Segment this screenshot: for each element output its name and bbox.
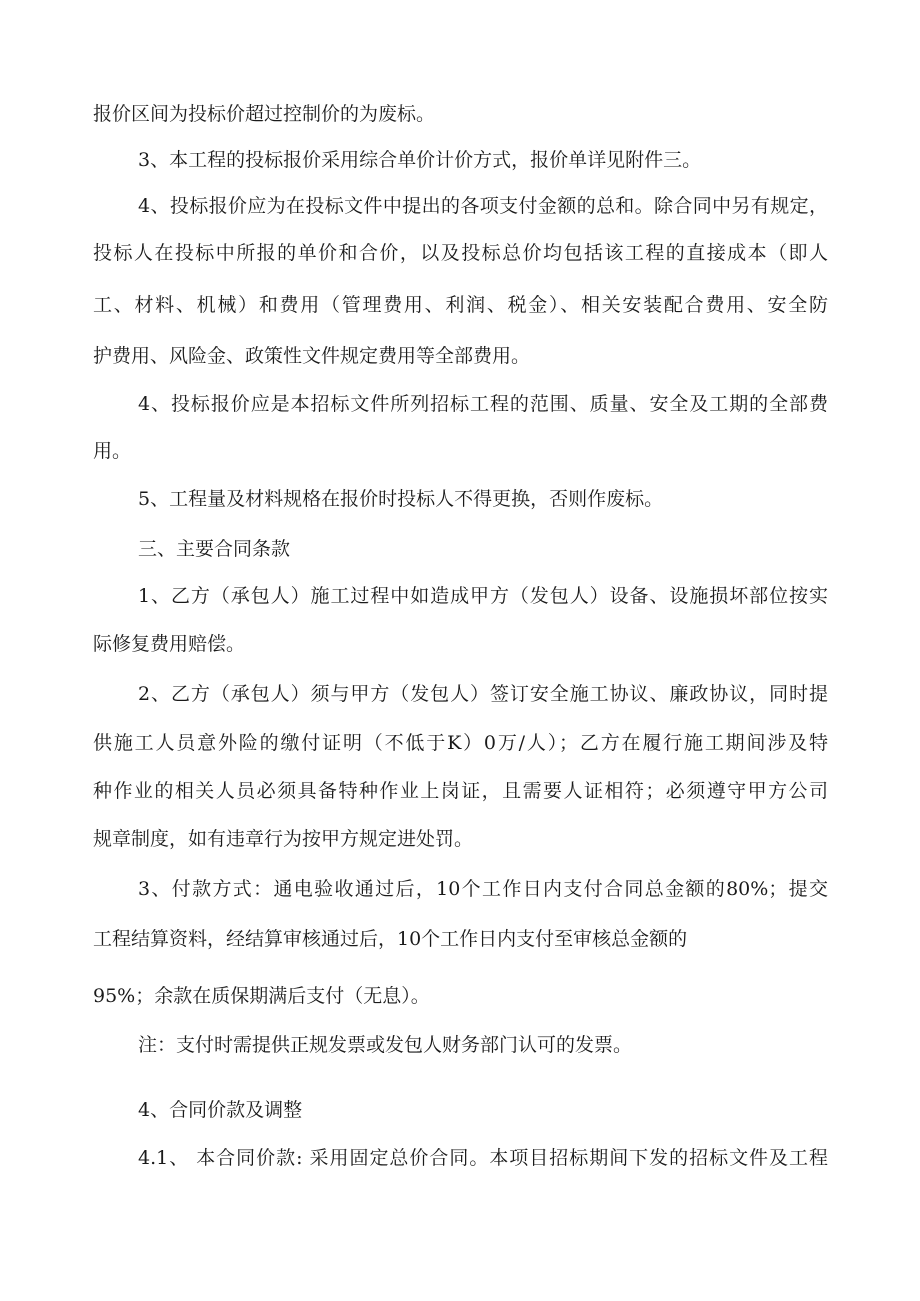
text-line: 供施工人员意外险的缴付证明（不低于K）0万/人）；乙方在履行施工期间涉及特 (93, 732, 828, 754)
text-line: 工程结算资料，经结算审核通过后，10个工作日内支付至审核总金额的 (93, 928, 688, 950)
text-line: 规章制度，如有违章行为按甲方规定进处罚。 (93, 828, 474, 850)
text-line: 4、投标报价应为在投标文件中提出的各项支付金额的总和。除合同中另有规定， (138, 195, 828, 217)
text-line: 用。 (93, 440, 132, 462)
text-line: 工、材料、机械）和费用（管理费用、利润、税金）、相关安装配合费用、安全防 (93, 294, 828, 316)
text-line: 4.1、 本合同价款: 采用固定总价合同。本项目招标期间下发的招标文件及工程 (138, 1147, 828, 1169)
text-line: 3、付款方式：通电验收通过后，10个工作日内支付合同总金额的80%；提交 (138, 878, 828, 900)
text-line: 投标人在投标中所报的单价和合价，以及投标总价均包括该工程的直接成本（即人 (93, 242, 828, 264)
text-line: 护费用、风险金、政策性文件规定费用等全部费用。 (93, 345, 531, 367)
text-line: 报价区间为投标价超过控制价的为废标。 (93, 103, 436, 125)
note-line: 注：支付时需提供正规发票或发包人财务部门认可的发票。 (138, 1034, 633, 1056)
text-line: 4、投标报价应是本招标文件所列招标工程的范围、质量、安全及工期的全部费 (138, 393, 828, 415)
text-line: 1、乙方（承包人）施工过程中如造成甲方（发包人）设备、设施损坏部位按实 (138, 585, 828, 607)
section-heading: 三、主要合同条款 (138, 538, 291, 560)
subsection-heading: 4、合同价款及调整 (138, 1099, 303, 1121)
text-line: 际修复费用赔偿。 (93, 633, 246, 655)
text-line: 5、工程量及材料规格在报价时投标人不得更换，否则作废标。 (138, 488, 664, 510)
text-line: 2、乙方（承包人）须与甲方（发包人）签订安全施工协议、廉政协议，同时提 (138, 683, 828, 705)
text-line: 种作业的相关人员必须具备特种作业上岗证，且需要人证相符；必须遵守甲方公司 (93, 780, 828, 802)
text-line: 95%；余款在质保期满后支付（无息）。 (93, 985, 430, 1007)
text-line: 3、本工程的投标报价采用综合单价计价方式，报价单详见附件三。 (138, 149, 702, 171)
